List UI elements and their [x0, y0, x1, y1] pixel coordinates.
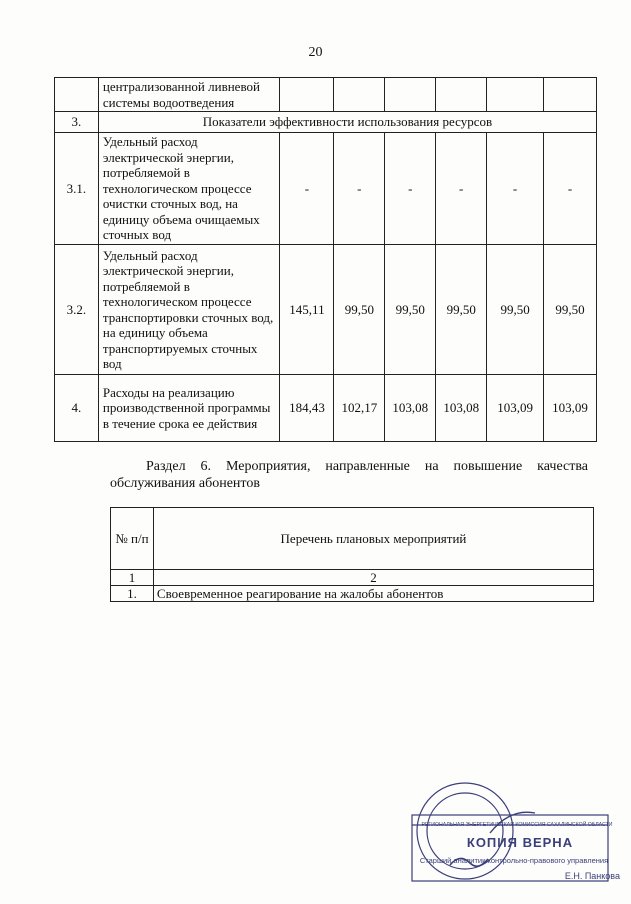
certification-stamp [410, 773, 620, 883]
table-row [55, 78, 597, 112]
stamp-organization: РЕГИОНАЛЬНАЯ ЭНЕРГЕТИЧЕСКАЯ КОМИССИЯ САХАЛИНСКОЙ ОБЛАСТИ [421, 822, 613, 828]
row-number: 4. [55, 375, 99, 442]
indicator-name: централизованной ливневой системы водоотведения [98, 78, 280, 112]
value-cell: 103,08 [436, 375, 487, 442]
stamp-person: Е.Н. Панкова [564, 871, 620, 881]
value-cell: - [544, 133, 597, 245]
section-heading: Раздел 6. Мероприятия, направленные на повышение качества обслуживания абонентов [110, 459, 588, 491]
measure-name: Своевременное реагирование на жалобы абонентов [153, 586, 593, 602]
measures-table [110, 507, 594, 602]
table-row [55, 133, 597, 245]
value-cell: 99,50 [544, 245, 597, 375]
value-cell: - [385, 133, 436, 245]
value-cell: - [280, 133, 334, 245]
value-cell [334, 78, 385, 112]
value-cell [544, 78, 597, 112]
table-row [55, 245, 597, 375]
row-number: 3.2. [55, 245, 99, 375]
value-cell: - [487, 133, 544, 245]
value-cell [385, 78, 436, 112]
indicator-name: Расходы на реализацию производственной программы в течение срока ее действия [98, 375, 280, 442]
row-number [55, 78, 99, 112]
value-cell: 99,50 [487, 245, 544, 375]
value-cell: 99,50 [334, 245, 385, 375]
stamp-title: КОПИЯ ВЕРНА [466, 835, 574, 850]
value-cell: 103,09 [544, 375, 597, 442]
indicator-name: Удельный расход электрической энергии, потребляемой в технологическом процессе транспортировки сточных вод, на единицу объема транспортируемых сточных вод [98, 245, 280, 375]
value-cell: 99,50 [385, 245, 436, 375]
page-number: 20 [308, 45, 323, 60]
value-cell [280, 78, 334, 112]
value-cell: 103,09 [487, 375, 544, 442]
stamp-position: Старший аналитик контрольно-правового управления [419, 856, 609, 865]
table-row [111, 586, 594, 602]
row-number: 1. [111, 586, 154, 602]
value-cell: 145,11 [280, 245, 334, 375]
table-row [55, 375, 597, 442]
value-cell: 102,17 [334, 375, 385, 442]
value-cell [487, 78, 544, 112]
table-row [55, 112, 597, 133]
value-cell: 184,43 [280, 375, 334, 442]
indicators-table [54, 77, 597, 442]
table-header-row [111, 508, 594, 570]
index-cell: 2 [153, 570, 593, 586]
column-header-name: Перечень плановых мероприятий [153, 508, 593, 570]
column-header-number: № п/п [111, 508, 154, 570]
row-number: 3.1. [55, 133, 99, 245]
value-cell: 99,50 [436, 245, 487, 375]
stamp-seal-icon [410, 773, 610, 883]
value-cell: - [334, 133, 385, 245]
value-cell [436, 78, 487, 112]
table-index-row [111, 570, 594, 586]
index-cell: 1 [111, 570, 154, 586]
row-number: 3. [55, 112, 99, 133]
section-title: Показатели эффективности использования ресурсов [98, 112, 596, 133]
value-cell: - [436, 133, 487, 245]
value-cell: 103,08 [385, 375, 436, 442]
indicator-name: Удельный расход электрической энергии, потребляемой в технологическом процессе очистки сточных вод, на единицу объема очищаемых сточных вод [98, 133, 280, 245]
